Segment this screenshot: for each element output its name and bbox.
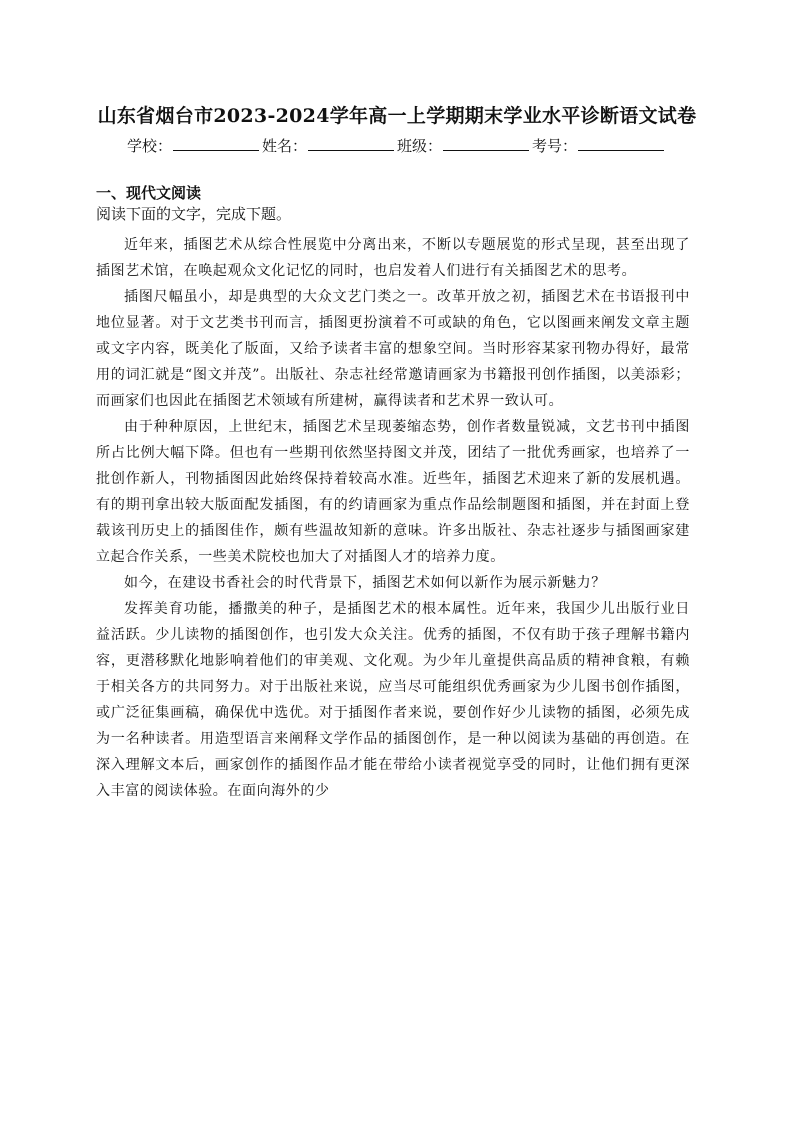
exam-number-field bbox=[532, 135, 667, 157]
paragraph-2: 插图尺幅虽小，却是典型的大众文艺门类之一。改革开放之初，插图艺术在书语报刊中地位显著。对于文艺类书刊而言，插图更扮演着不可或缺的角色，它以图画来阐发文章主题或文字内容，既美化了版面，又给予读者丰富的想象空间。当时形容某家刊物办得好，最常用的词汇就是“图文并茂”。出版社、杂志社经常邀请画家为书籍报刊创作插图，以美添彩；而画家们也因此在插图艺术领域有所建树，赢得读者和艺术界一致认可。 bbox=[96, 289, 690, 409]
name-label: 姓名： bbox=[261, 137, 307, 155]
school-label: 学校： bbox=[126, 137, 172, 155]
paragraph-1: 近年来，插图艺术从综合性展览中分离出来，不断以专题展览的形式呈现，甚至出现了插图艺术馆，在唤起观众文化记忆的同时，也启发着人们进行有关插图艺术的思考。 bbox=[96, 237, 690, 279]
class-blank bbox=[443, 136, 529, 151]
class-field bbox=[397, 135, 532, 157]
exam-number-label: 考号： bbox=[532, 137, 578, 155]
paragraph-4: 如今，在建设书香社会的时代背景下，插图艺术如何以新作为展示新魅力？ bbox=[124, 575, 606, 591]
paragraph-3: 由于种种原因，上世纪末，插图艺术呈现萎缩态势，创作者数量锐减，文艺书刊中插图所占比例大幅下降。但也有一些期刊依然坚持图文并茂，团结了一批优秀画家，也培养了一批创作新人，刊物插图因此始终保持着较高水准。近些年，插图艺术迎来了新的发展机遇。有的期刊拿出较大版面配发插图，有的约请画家为重点作品绘制题图和插图，并在封面上登载该刊历史上的插图佳作，颇有些温故知新的意味。许多出版社、杂志社逐步与插图画家建立起合作关系，一些美术院校也加大了对插图人才的培养力度。 bbox=[96, 419, 690, 565]
paragraph-5: 发挥美育功能，播撒美的种子，是插图艺术的根本属性。近年来，我国少儿出版行业日益活跃。少儿读物的插图创作，也引发大众关注。优秀的插图，不仅有助于孩子理解书籍内容，更潜移默化地影响着他们的审美观、文化观。为少年儿童提供高品质的精神食粮，有赖于相关各方的共同努力。对于出版社来说，应当尽可能组织优秀画家为少儿图书创作插图，或广泛征集画稿，确保优中选优。对于插图作者来说，要创作好少儿读物的插图，必须先成为一名种读者。用造型语言来阐释文学作品的插图创作，是一种以阅读为基础的再创造。在深入理解文本后，画家创作的插图作品才能在带给小读者视觉享受的同时，让他们拥有更深入丰富的阅读体验。在面向海外的少 bbox=[96, 601, 690, 799]
exam-number-blank bbox=[578, 136, 664, 151]
section-heading: 一、现代文阅读 bbox=[96, 184, 202, 202]
name-field bbox=[262, 135, 397, 157]
exam-title: 山东省烟台市2023-2024学年高一上学期期末学业水平诊断语文试卷 bbox=[97, 105, 697, 127]
reading-instruction: 阅读下面的文字，完成下题。 bbox=[96, 205, 292, 223]
student-info-line bbox=[0, 135, 794, 157]
school-field bbox=[127, 135, 262, 157]
school-blank bbox=[173, 136, 259, 151]
reading-passage bbox=[96, 232, 690, 804]
name-blank bbox=[308, 136, 394, 151]
class-label: 班级： bbox=[397, 137, 443, 155]
